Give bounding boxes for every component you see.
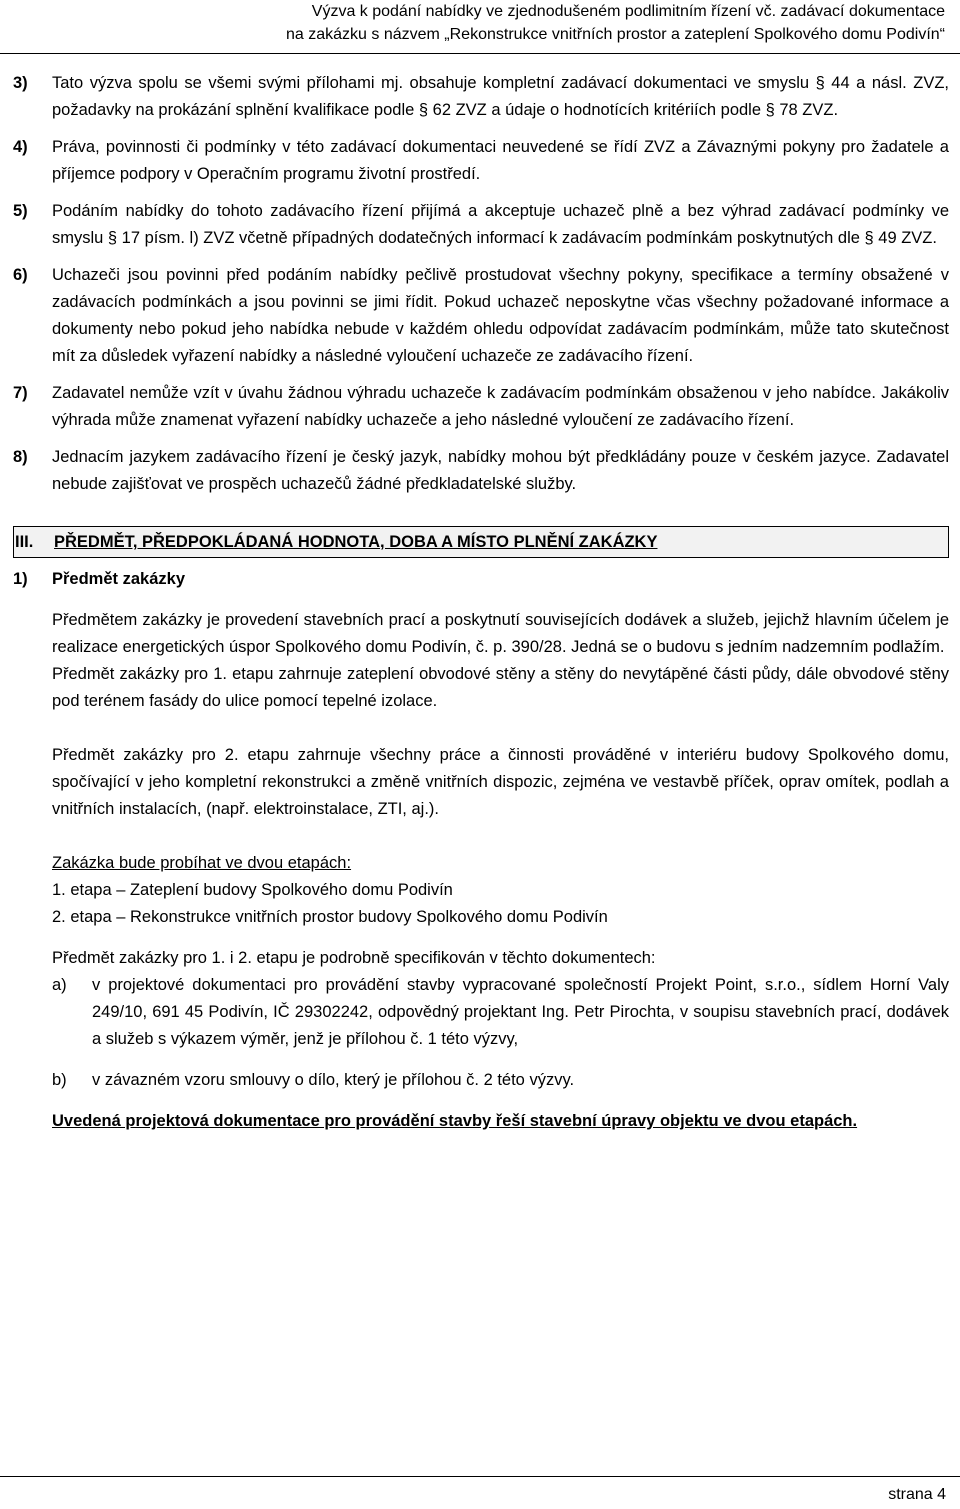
document-body: [13, 70, 949, 1135]
list-item: [13, 262, 949, 370]
spec-list-item: [52, 1067, 949, 1094]
section-number: III.: [15, 533, 34, 551]
item-number: 8): [13, 448, 28, 466]
section-title: PŘEDMĚT, PŘEDPOKLÁDANÁ HODNOTA, DOBA A MÍSTO PLNĚNÍ ZAKÁZKY: [54, 533, 658, 551]
list-item: [13, 198, 949, 252]
list-item: [13, 70, 949, 124]
item-text: Zadavatel nemůže vzít v úvahu žádnou výhradu uchazeče k zadávacím podmínkám obsaženou v jeho nabídce. Jakákoliv výhrada může znamenat vyřazení nabídky uchazeče a jeho následné vyloučení ze zadávacího řízení.: [52, 384, 949, 429]
list-item: [13, 444, 949, 498]
spec-intro: Předmět zakázky pro 1. i 2. etapu je podrobně specifikován v těchto dokumentech:: [52, 949, 656, 967]
header-line-2: na zakázku s názvem „Rekonstrukce vnitřních prostor a zateplení Spolkového domu Podivín“: [286, 26, 945, 43]
spec-list-text: v projektové dokumentaci pro provádění stavby vypracované společností Projekt Point, s.r.o., sídlem Horní Valy 249/10, 691 45 Podivín, IČ 29302242, odpovědný projektant Ing. Petr Pirochta, v soupisu stavebních prací, dodávek a služeb s výkazem výměr, jenž je přílohou č. 1 této výzvy,: [92, 976, 949, 1048]
closing-note: Uvedená projektová dokumentace pro provádění stavby řeší stavební úpravy objektu ve dvou etapách.: [52, 1112, 858, 1130]
subsection-body: [52, 607, 949, 1135]
item-text: Uchazeči jsou povinni před podáním nabídky pečlivě prostudovat všechny pokyny, specifikace a termíny obsažené v zadávacích podmínkách a jsou povinni se jimi řídit. Pokud uchazeč neposkytne včas všechny požadované informace a dokumenty nebo pokud jeho nabídka nebude v každém ohledu odpovídat zadávacím podmínkám, může tato skutečnost mít za důsledek vyřazení nabídky a následné vyloučení uchazeče ze zadávacího řízení.: [52, 266, 949, 365]
item-number: 7): [13, 384, 28, 402]
stages-heading: Zakázka bude probíhat ve dvou etapách:: [52, 854, 352, 872]
item-number: 6): [13, 266, 28, 284]
item-text: Práva, povinnosti či podmínky v této zadávací dokumentaci neuvedené se řídí ZVZ a Závaznými pokyny pro žadatele a příjemce podpory v Operačním programu životní prostředí.: [52, 138, 949, 183]
paragraph: Předmět zakázky pro 2. etapu zahrnuje všechny práce a činnosti prováděné v interiéru budovy Spolkového domu, spočívající v jeho kompletní rekonstrukci a změně vnitřních dispozic, zejména ve vestavbě příček, oprav omítek, podlah a vnitřních instalacích, (např. elektroinstalace, ZTI, aj.).: [52, 746, 949, 818]
list-item: [13, 134, 949, 188]
item-number: 5): [13, 202, 28, 220]
paragraph: Předmět zakázky pro 1. etapu zahrnuje zateplení obvodové stěny a stěny do nevytápěné části půdy, dále obvodové stěny pod terénem fasády do ulice pomocí tepelné izolace.: [52, 665, 949, 710]
header-line-1: Výzva k podání nabídky ve zjednodušeném podlimitním řízení vč. zadávací dokumentace: [311, 3, 945, 20]
subsection-title: Předmět zakázky: [52, 570, 185, 588]
section-heading: [13, 526, 949, 558]
document-header: [0, 0, 945, 46]
paragraph: Předmětem zakázky je provedení stavebních prací a poskytnutí souvisejících dodávek a služeb, jejichž hlavním účelem je realizace energetických úspor Spolkového domu Podivín, č. p. 390/28. Jedná se o budovu s jedním nadzemním podlažím.: [52, 611, 949, 656]
item-number: 4): [13, 138, 28, 156]
spec-list-label: b): [52, 1071, 67, 1089]
subsection-heading: [13, 566, 949, 593]
header-rule: [0, 53, 960, 54]
spec-list-text: v závazném vzoru smlouvy o dílo, který je přílohou č. 2 této výzvy.: [92, 1071, 575, 1089]
list-item: [13, 380, 949, 434]
stage-line: 1. etapa – Zateplení budovy Spolkového domu Podivín: [52, 881, 453, 899]
spec-list-label: a): [52, 976, 67, 994]
stage-line: 2. etapa – Rekonstrukce vnitřních prostor budovy Spolkového domu Podivín: [52, 908, 608, 926]
page-number: strana 4: [888, 1486, 946, 1503]
item-text: Tato výzva spolu se všemi svými přílohami mj. obsahuje kompletní zadávací dokumentaci ve smyslu § 44 a násl. ZVZ, požadavky na prokázání splnění kvalifikace podle § 62 ZVZ a údaje o hodnotících kritériích podle § 78 ZVZ.: [52, 74, 949, 119]
subsection-number: 1): [13, 570, 28, 588]
footer-rule: [0, 1476, 960, 1477]
item-text: Podáním nabídky do tohoto zadávacího řízení přijímá a akceptuje uchazeč plně a bez výhrad zadávací podmínky ve smyslu § 17 písm. l) ZVZ včetně případných dodatečných informací k zadávacím podmínkám poskytnutých dle § 49 ZVZ.: [52, 202, 949, 247]
spec-list-item: [52, 972, 949, 1053]
item-text: Jednacím jazykem zadávacího řízení je český jazyk, nabídky mohou být předkládány pouze v českém jazyce. Zadavatel nebude zajišťovat ve prospěch uchazečů žádné předkladatelské služby.: [52, 448, 949, 493]
item-number: 3): [13, 74, 28, 92]
